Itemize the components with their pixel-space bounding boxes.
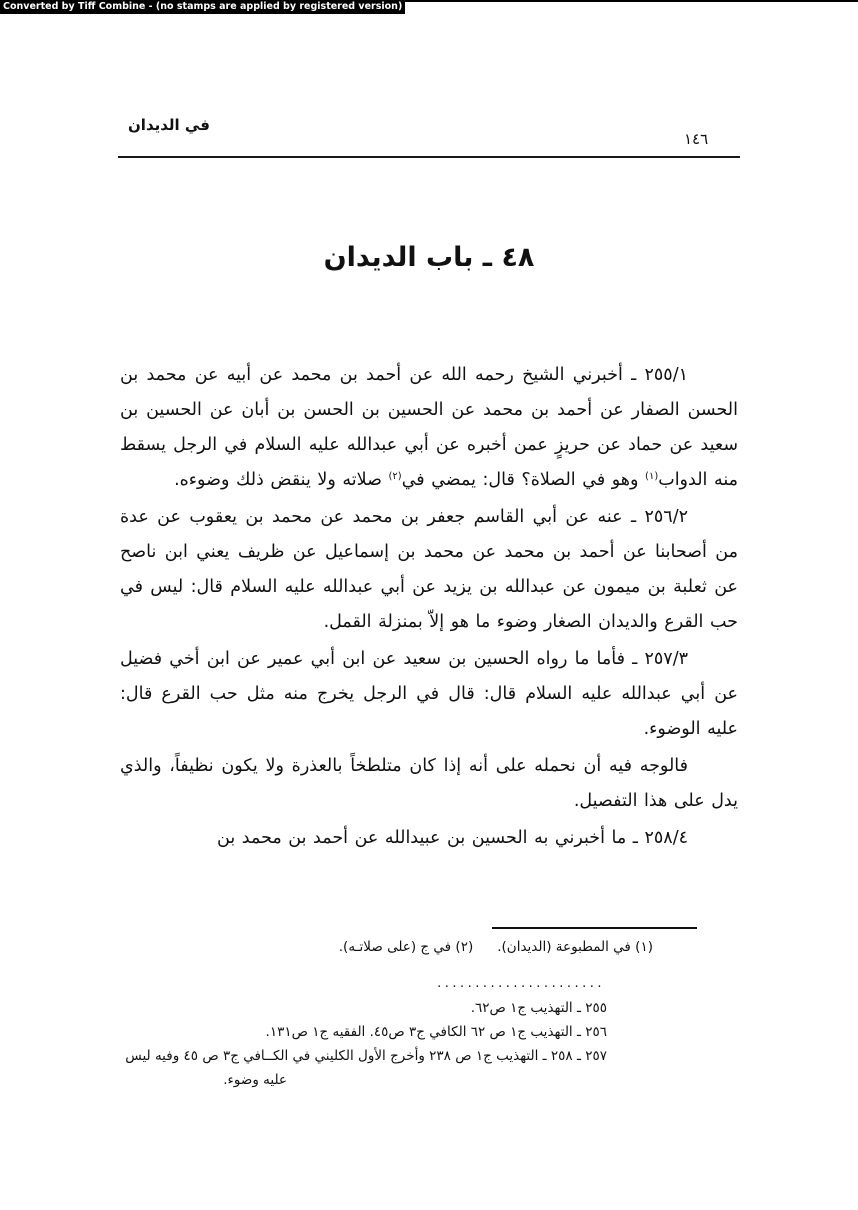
- tiff-combine-watermark: Converted by Tiff Combine - (no stamps are applied by registered version): [0, 0, 405, 14]
- hadith-paragraph-257: ٢٥٧/٣ ـ فأما ما رواه الحسين بن سعيد عن ابن أبي عمير عن ابن أخي فضيل عن أبي عبدالله عليه السلام قال: قال في الرجل يخرج منه مثل حب القرع قال: عليه الوضوء.: [120, 649, 738, 739]
- hadith-255-text: ٢٥٥/١ ـ أخبرني الشيخ رحمه الله عن أحمد بن محمد عن أبيه عن محمد بن الحسن الصفار عن أحمد بن محمد عن الحسين بن الحسن بن أبان عن الحسين بن سعيد عن حماد عن حريزٍ عمن أخبره عن أبي عبدالله عليه السلام في الرجل يسقط منه الدواب: [120, 365, 738, 490]
- footnote-source-257-258: ٢٥٧ ـ ٢٥٨ ـ التهذيب ج١ ص ٢٣٨ وأخرج الأول الكليني في الكــافي ج٣ ص ٤٥ وفيه ليس: [125, 1048, 607, 1064]
- page-number: ١٤٦: [684, 130, 709, 148]
- footnote-marker-2: (٢): [388, 471, 402, 482]
- running-head-title: في الديدان: [128, 116, 210, 134]
- footnote-variants-line: [339, 936, 653, 958]
- header-divider-rule: [118, 156, 740, 158]
- footnote-dotted-line: ......................: [437, 976, 605, 991]
- footnote-separator-rule: [492, 927, 697, 929]
- footnote-variant-1: (١) في المطبوعة (الديدان).: [497, 939, 653, 955]
- footnote-marker-1: (١): [645, 471, 659, 482]
- chapter-title: ٤٨ ـ باب الديدان: [323, 242, 535, 273]
- footnote-variant-2: (٢) في ج (على صلاتـه).: [338, 939, 474, 955]
- footnote-source-255: ٢٥٥ ـ التهذيب ج١ ص٦٢.: [470, 1000, 607, 1016]
- hadith-255-text: صلاته ولا ينقض ذلك وضوءه.: [174, 470, 389, 490]
- footnote-source-continuation: عليه وضوء.: [223, 1072, 287, 1088]
- hadith-paragraph-258: ٢٥٨/٤ ـ ما أخبرني به الحسين بن عبيدالله عن أحمد بن محمد بن: [217, 828, 688, 848]
- hadith-paragraph-255: [120, 358, 738, 498]
- body-text-block: [120, 358, 738, 858]
- commentary-paragraph: فالوجه فيه أن نحمله على أنه إذا كان متلطخاً بالعذرة ولا يكون نظيفاً، والذي يدل على هذا التفصيل.: [120, 756, 738, 811]
- hadith-paragraph-256: ٢٥٦/٢ ـ عنه عن أبي القاسم جعفر بن محمد عن محمد بن يعقوب عن عدة من أصحابنا عن أحمد بن محمد عن محمد بن إسماعيل عن ظريف يعني ابن ناصح عن ثعلبة بن ميمون عن عبدالله بن يزيد عن أبي عبدالله عليه السلام قال: ليس في حب القرع والديدان الصغار وضوء ما هو إلاّ بمنزلة القمل.: [120, 507, 738, 632]
- footnote-sources-block: [85, 996, 607, 1092]
- footnote-source-256: ٢٥٦ ـ التهذيب ج١ ص ٦٢ الكافي ج٣ ص٤٥. الفقيه ج١ ص١٣١.: [265, 1024, 607, 1040]
- hadith-255-text: وهو في الصلاة؟ قال: يمضي في: [401, 470, 646, 490]
